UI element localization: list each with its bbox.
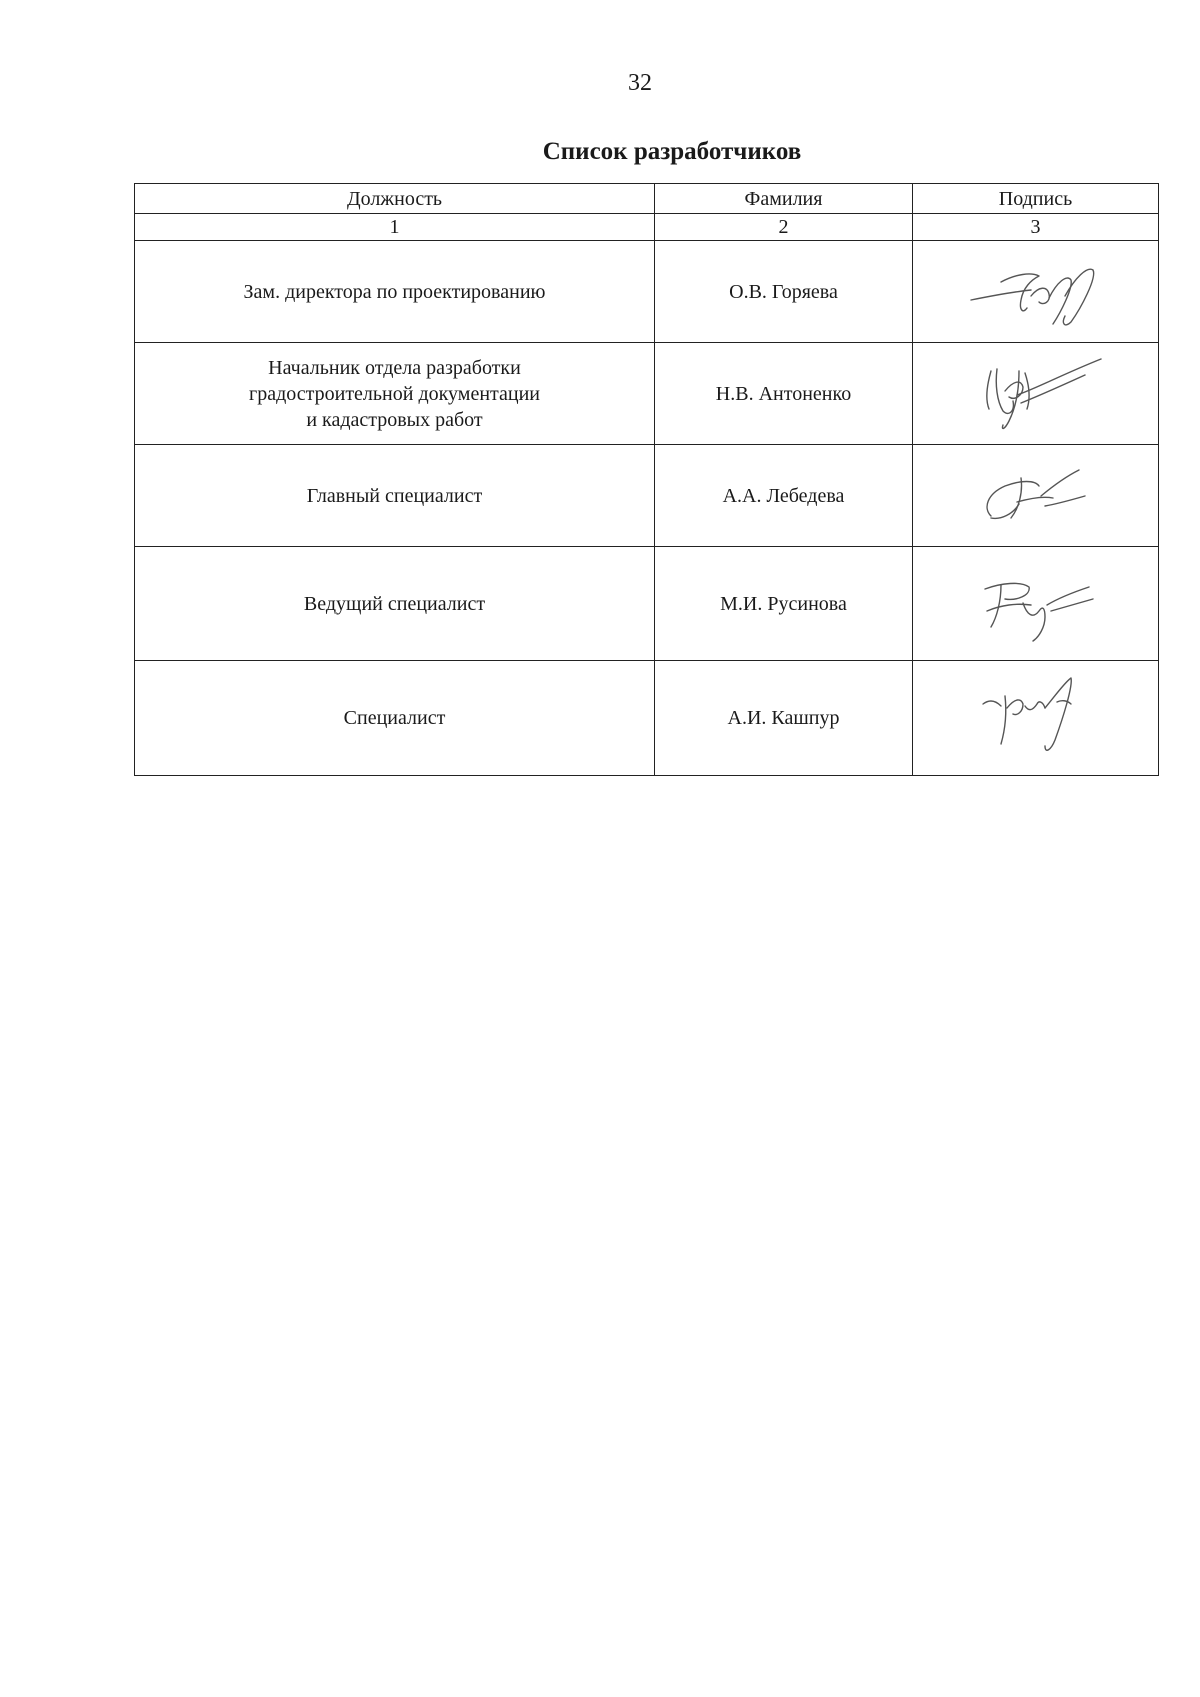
signature-image <box>961 252 1111 332</box>
signature-cell <box>913 547 1159 661</box>
position-line: и кадастровых работ <box>306 408 483 431</box>
position-cell: Ведущий специалист <box>135 547 655 661</box>
table-row <box>135 241 1159 343</box>
signature-image <box>961 668 1111 768</box>
table-row <box>135 343 1159 445</box>
position-cell: Главный специалист <box>135 445 655 547</box>
surname-cell: А.А. Лебедева <box>655 445 913 547</box>
position-cell: Зам. директора по проектированию <box>135 241 655 343</box>
index-cell: 1 <box>135 214 655 241</box>
developers-table <box>134 183 1159 776</box>
table-row <box>135 661 1159 776</box>
surname-cell: А.И. Кашпур <box>655 661 913 776</box>
index-cell: 2 <box>655 214 913 241</box>
table-row <box>135 547 1159 661</box>
table-row <box>135 445 1159 547</box>
signature-image <box>961 456 1111 536</box>
position-cell <box>135 343 655 445</box>
index-cell: 3 <box>913 214 1159 241</box>
position-line: Начальник отдела разработки <box>268 356 521 379</box>
surname-cell: О.В. Горяева <box>655 241 913 343</box>
table-header-row <box>135 184 1159 214</box>
table-index-row <box>135 214 1159 241</box>
signature-image <box>961 561 1111 647</box>
header-signature: Подпись <box>913 184 1159 214</box>
surname-cell: Н.В. Антоненко <box>655 343 913 445</box>
signature-cell <box>913 661 1159 776</box>
surname-cell: М.И. Русинова <box>655 547 913 661</box>
signature-cell <box>913 241 1159 343</box>
position-cell: Специалист <box>135 661 655 776</box>
page-number: 32 <box>628 70 652 96</box>
signature-cell <box>913 445 1159 547</box>
header-position: Должность <box>135 184 655 214</box>
signature-image <box>961 351 1111 437</box>
header-surname: Фамилия <box>655 184 913 214</box>
page-title: Список разработчиков <box>542 138 802 165</box>
position-line: градостроительной документации <box>249 382 540 405</box>
signature-cell <box>913 343 1159 445</box>
